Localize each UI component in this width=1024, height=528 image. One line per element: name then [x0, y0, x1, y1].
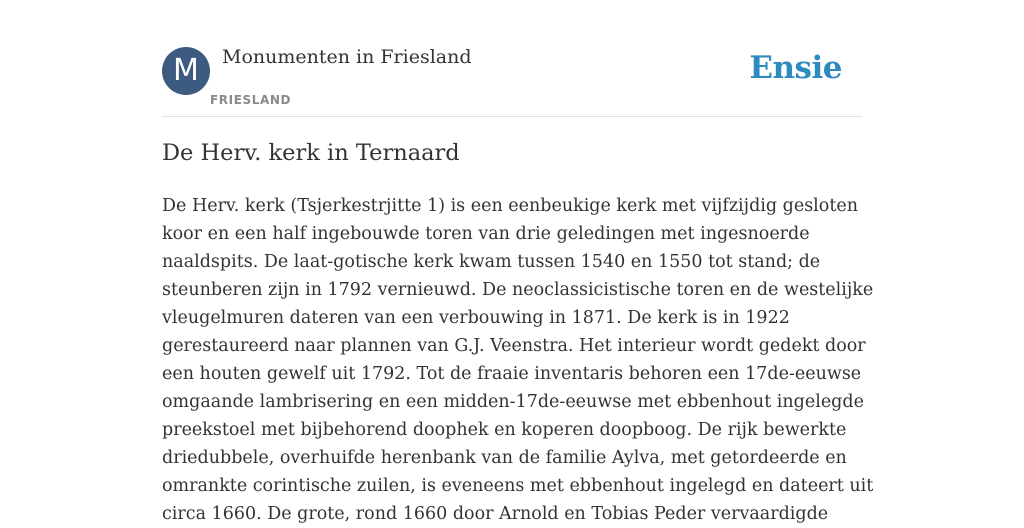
body-line: De Herv. kerk (Tsjerkestrjitte 1) is een eenbeukige kerk met vijfzijdig gesloten: [162, 196, 858, 216]
body-line: driedubbele, overhuifde herenbank van de familie Aylva, met getordeerde en: [162, 448, 847, 468]
body-line: preekstoel met bijbehorend doophek en koperen doopboog. De rijk bewerkte: [162, 420, 847, 440]
body-line: vleugelmuren dateren van een verbouwing in 1871. De kerk is in 1922: [162, 308, 790, 328]
header: [162, 46, 862, 117]
body-line: naaldspits. De laat-gotische kerk kwam tussen 1540 en 1550 tot stand; de: [162, 252, 821, 272]
category-label[interactable]: FRIESLAND: [210, 93, 292, 107]
article-body: [162, 192, 874, 528]
body-line: steunberen zijn in 1792 vernieuwd. De neoclassicistische toren en de westelijke: [162, 280, 874, 300]
body-line: gerestaureerd naar plannen van G.J. Veenstra. Het interieur wordt gedekt door: [162, 336, 866, 356]
body-line: circa 1660. De grote, rond 1660 door Arnold en Tobias Peder vervaardigde: [162, 504, 829, 524]
body-line: omgaande lambrisering en een midden-17de-eeuwse met ebbenhout ingelegde: [162, 392, 864, 412]
body-line: omrankte corintische zuilen, is eveneens met ebbenhout ingelegd en dateert uit: [162, 476, 874, 496]
avatar[interactable]: M: [162, 47, 210, 95]
article-title: De Herv. kerk in Ternaard: [162, 140, 460, 166]
book-title[interactable]: Monumenten in Friesland: [222, 46, 472, 68]
brand-logo[interactable]: Ensie: [749, 50, 842, 86]
body-line: koor en een half ingebouwde toren van drie geledingen met ingesnoerde: [162, 224, 810, 244]
body-line: een houten gewelf uit 1792. Tot de fraaie inventaris behoren een 17de-eeuwse: [162, 364, 862, 384]
